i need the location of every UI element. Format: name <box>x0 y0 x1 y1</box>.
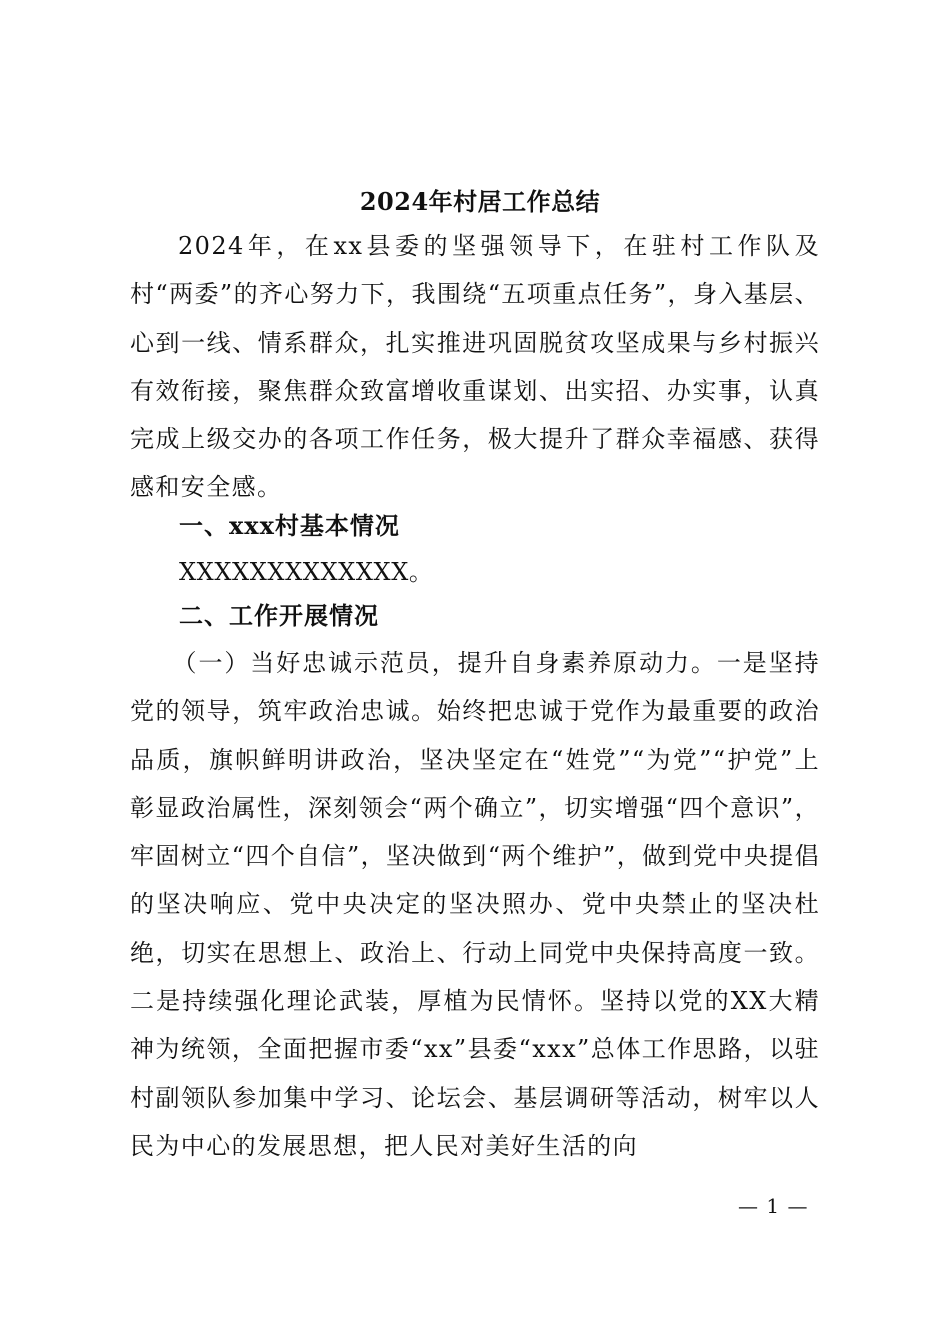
document-title: 2024年村居工作总结 <box>359 187 601 216</box>
section-2-heading: 二、工作开展情况 <box>179 601 379 630</box>
section-1-text: XXXXXXXXXXXXX。 <box>179 558 434 586</box>
section-2-paragraph-text: （一）当好忠诚示范员，提升自身素养原动力。一是坚持党的领导，筑牢政治忠诚。始终把忠诚于党作为最重要的政治品质，旗帜鲜明讲政治，坚决坚定在“姓党”“为党”“护党”上彰显政治属性，深刻领会“两个确立”，切实增强“四个意识”，牢固树立“四个自信”，坚决做到“两个维护”，做到党中央提倡的坚决响应、党中央决定的坚决照办、党中央禁止的坚决杜绝，切实在思想上、政治上、行动上同党中央保持高度一致。二是持续强化理论武装，厚植为民情怀。坚持以党的XX大精神为统领，全面把握市委“xx”县委“xxx”总体工作思路，以驻村副领队参加集中学习、论坛会、基层调研等活动，树牢以人民为中心的发展思想，把人民对美好生活的向 <box>130 649 820 1160</box>
section-1-heading: 一、xxx村基本情况 <box>179 511 400 540</box>
intro-paragraph <box>130 222 820 512</box>
page-number: — 1 — <box>738 1194 809 1218</box>
intro-paragraph-text: 2024年，在xx县委的坚强领导下，在驻村工作队及村“两委”的齐心努力下，我围绕“五项重点任务”，身入基层、心到一线、情系群众，扎实推进巩固脱贫攻坚成果与乡村振兴有效衔接，聚焦群众致富增收重谋划、出实招、办实事，认真完成上级交办的各项工作任务，极大提升了群众幸福感、获得感和安全感。 <box>130 232 820 502</box>
section-2-paragraph <box>130 639 820 1170</box>
